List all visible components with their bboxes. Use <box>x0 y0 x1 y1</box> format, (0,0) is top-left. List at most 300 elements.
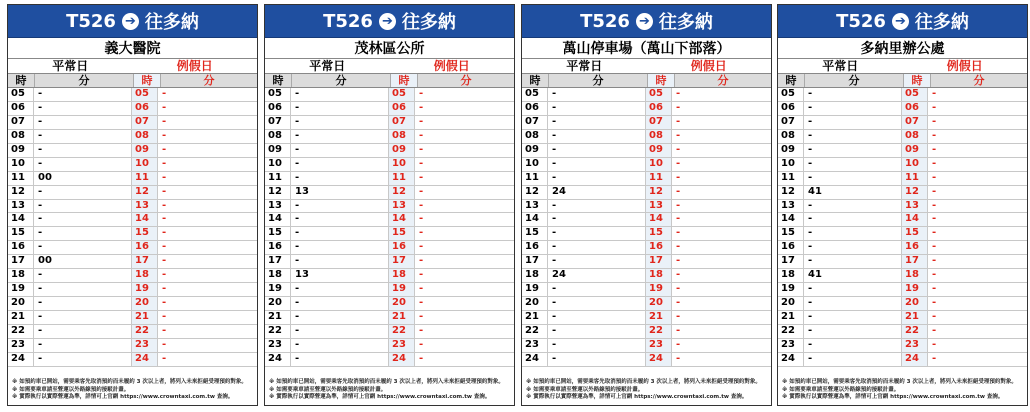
table-row <box>8 102 257 116</box>
arrow-right-circle-icon: ➔ <box>379 13 396 30</box>
holiday-hour-cell: 21 <box>902 311 928 324</box>
table-row <box>522 213 771 227</box>
hour-cell: 19 <box>265 283 291 296</box>
column-header-row <box>778 74 1027 88</box>
minute-cell: - <box>291 144 389 157</box>
holiday-hour-column-header: 時 <box>391 74 418 87</box>
hour-cell: 23 <box>522 339 548 352</box>
holiday-minute-cell: - <box>419 88 424 99</box>
timetable-rows <box>265 88 514 367</box>
route-number: T526 <box>580 10 630 32</box>
hour-cell: 14 <box>265 213 291 226</box>
minute-cell: - <box>34 241 132 254</box>
minute-cell: - <box>34 158 132 171</box>
table-row <box>265 172 514 186</box>
timetable-panel <box>7 4 258 406</box>
holiday-minute-cell: - <box>932 129 937 141</box>
hour-cell: 11 <box>522 172 548 185</box>
holiday-hour-cell: 11 <box>646 172 672 185</box>
holiday-minute-cell: - <box>162 88 167 99</box>
hour-cell: 11 <box>8 172 34 185</box>
holiday-minute-cell: - <box>419 185 424 197</box>
hour-cell: 06 <box>8 102 34 115</box>
holiday-minute-cell: - <box>419 255 424 267</box>
hour-cell: 18 <box>8 269 34 282</box>
holiday-minute-cell: - <box>676 157 681 169</box>
holiday-minute-cell: - <box>932 338 937 350</box>
holiday-hour-cell: 20 <box>902 297 928 310</box>
note-line: ※ 如預約車已開站，需要乘客先取消預約而未履約 3 次以上者，將列入未來拒絕受理預約對象。 <box>269 379 504 385</box>
hour-cell: 07 <box>522 116 548 129</box>
holiday-hour-cell: 17 <box>389 255 415 268</box>
table-row <box>8 158 257 172</box>
minute-cell: - <box>804 130 902 143</box>
holiday-hour-cell: 17 <box>132 255 158 268</box>
table-row <box>265 339 514 353</box>
holiday-minute-column-header: 分 <box>460 74 472 87</box>
hour-cell: 09 <box>778 144 804 157</box>
hour-column-header: 時 <box>522 74 549 87</box>
stop-name: 義大醫院 <box>8 38 257 59</box>
holiday-hour-cell: 18 <box>389 269 415 282</box>
hour-cell: 13 <box>265 200 291 213</box>
table-row <box>265 102 514 116</box>
holiday-hour-cell: 11 <box>389 172 415 185</box>
holiday-hour-cell: 06 <box>902 102 928 115</box>
table-row <box>265 283 514 297</box>
minute-cell: - <box>291 241 389 254</box>
hour-cell: 05 <box>8 88 34 101</box>
table-row <box>8 200 257 214</box>
route-direction: 往多納 <box>658 12 713 33</box>
minute-cell: - <box>804 200 902 213</box>
hour-cell: 05 <box>265 88 291 101</box>
minute-cell: - <box>291 102 389 115</box>
table-row <box>522 200 771 214</box>
table-row <box>265 213 514 227</box>
minute-cell: - <box>34 213 132 226</box>
note-line: ※ 如預約車已開站，需要乘客先取消預約而未履約 3 次以上者，將列入未來拒絕受理預約對象。 <box>12 379 247 385</box>
holiday-hour-cell: 11 <box>132 172 158 185</box>
hour-cell: 24 <box>522 353 548 366</box>
hour-cell: 24 <box>8 353 34 366</box>
minute-cell: - <box>548 130 646 143</box>
hour-cell: 23 <box>8 339 34 352</box>
note-line: ※ 如預約車已開站，需要乘客先取消預約而未履約 3 次以上者，將列入未來拒絕受理預約對象。 <box>526 379 761 385</box>
table-row <box>522 325 771 339</box>
holiday-hour-cell: 10 <box>132 158 158 171</box>
table-row <box>8 144 257 158</box>
hour-cell: 21 <box>8 311 34 324</box>
table-row <box>522 102 771 116</box>
column-header-row <box>522 74 771 88</box>
minute-cell: 00 <box>34 255 132 268</box>
minute-column-header: 分 <box>292 74 391 87</box>
holiday-minute-cell: - <box>932 269 937 281</box>
holiday-hour-cell: 09 <box>389 144 415 157</box>
weekday-label: 平常日 <box>566 59 603 73</box>
holiday-minute-cell: - <box>932 255 937 267</box>
table-row <box>778 353 1027 367</box>
hour-column-header: 時 <box>778 74 805 87</box>
hour-cell: 12 <box>8 186 34 199</box>
table-row <box>265 311 514 325</box>
hour-cell: 06 <box>265 102 291 115</box>
holiday-minute-cell: - <box>419 241 424 253</box>
table-row <box>8 241 257 255</box>
holiday-minute-cell: - <box>676 311 681 322</box>
holiday-hour-cell: 10 <box>389 158 415 171</box>
hour-cell: 23 <box>265 339 291 352</box>
minute-cell: - <box>291 200 389 213</box>
holiday-hour-cell: 14 <box>646 213 672 226</box>
hour-cell: 14 <box>8 213 34 226</box>
table-row <box>778 297 1027 311</box>
holiday-minute-cell: - <box>162 255 167 267</box>
holiday-minute-cell: - <box>162 213 167 225</box>
holiday-hour-cell: 14 <box>902 213 928 226</box>
holiday-minute-cell: - <box>419 283 424 295</box>
table-row <box>8 88 257 102</box>
holiday-minute-cell: - <box>676 241 681 253</box>
hour-cell: 13 <box>522 200 548 213</box>
holiday-minute-cell: - <box>162 199 167 211</box>
minute-cell: - <box>548 283 646 296</box>
holiday-minute-cell: - <box>676 101 681 113</box>
holiday-hour-cell: 09 <box>132 144 158 157</box>
minute-cell: - <box>291 325 389 338</box>
hour-cell: 10 <box>778 158 804 171</box>
minute-cell: - <box>291 283 389 296</box>
minute-cell: 41 <box>804 186 902 199</box>
holiday-hour-cell: 07 <box>389 116 415 129</box>
timetable-rows <box>522 88 771 367</box>
table-row <box>265 241 514 255</box>
holiday-minute-cell: - <box>162 241 167 253</box>
holiday-hour-cell: 17 <box>902 255 928 268</box>
holiday-minute-cell: - <box>676 115 681 127</box>
holiday-minute-cell: - <box>676 255 681 267</box>
table-row <box>778 158 1027 172</box>
hour-cell: 05 <box>778 88 804 101</box>
holiday-hour-cell: 23 <box>389 339 415 352</box>
holiday-minute-column-header: 分 <box>203 74 215 87</box>
hour-cell: 21 <box>778 311 804 324</box>
minute-cell: - <box>804 144 902 157</box>
table-row <box>778 213 1027 227</box>
holiday-label: 例假日 <box>433 59 470 73</box>
minute-cell: 13 <box>291 269 389 282</box>
holiday-hour-cell: 18 <box>132 269 158 282</box>
holiday-minute-cell: - <box>932 297 937 309</box>
table-row <box>778 283 1027 297</box>
holiday-minute-cell: - <box>676 338 681 350</box>
table-row <box>265 297 514 311</box>
hour-cell: 17 <box>8 255 34 268</box>
holiday-hour-cell: 05 <box>132 88 158 101</box>
table-row <box>522 311 771 325</box>
holiday-hour-cell: 08 <box>646 130 672 143</box>
holiday-hour-cell: 13 <box>389 200 415 213</box>
hour-cell: 22 <box>265 325 291 338</box>
holiday-hour-cell: 16 <box>132 241 158 254</box>
table-row <box>778 241 1027 255</box>
hour-cell: 09 <box>522 144 548 157</box>
table-row <box>8 213 257 227</box>
holiday-minute-cell: - <box>419 199 424 211</box>
minute-cell: - <box>548 339 646 352</box>
hour-cell: 19 <box>522 283 548 296</box>
holiday-minute-cell: - <box>162 324 167 336</box>
route-number: T526 <box>836 10 886 32</box>
table-row <box>522 255 771 269</box>
minute-cell: - <box>804 339 902 352</box>
holiday-label: 例假日 <box>946 59 983 73</box>
minute-cell: - <box>291 158 389 171</box>
table-row <box>8 172 257 186</box>
table-row <box>522 186 771 200</box>
minute-cell: - <box>34 186 132 199</box>
holiday-minute-cell: - <box>676 297 681 309</box>
minute-cell: - <box>548 172 646 185</box>
minute-cell: - <box>291 255 389 268</box>
holiday-hour-cell: 16 <box>646 241 672 254</box>
holiday-minute-cell: - <box>162 185 167 197</box>
hour-cell: 07 <box>265 116 291 129</box>
weekday-label: 平常日 <box>52 59 89 73</box>
holiday-hour-cell: 21 <box>389 311 415 324</box>
hour-cell: 08 <box>265 130 291 143</box>
holiday-minute-cell: - <box>419 324 424 336</box>
minute-cell: - <box>34 269 132 282</box>
notes <box>265 377 514 405</box>
holiday-minute-cell: - <box>676 269 681 281</box>
minute-cell: - <box>548 158 646 171</box>
hour-cell: 08 <box>778 130 804 143</box>
hour-cell: 19 <box>8 283 34 296</box>
holiday-hour-column-header: 時 <box>134 74 161 87</box>
holiday-label: 例假日 <box>690 59 727 73</box>
note-line: ※ 如預約車已開站，需要乘客先取消預約而未履約 3 次以上者，將列入未來拒絕受理預約對象。 <box>782 379 1017 385</box>
holiday-hour-cell: 23 <box>902 339 928 352</box>
minute-cell: - <box>804 255 902 268</box>
holiday-hour-cell: 24 <box>646 353 672 366</box>
minute-cell: - <box>34 297 132 310</box>
holiday-minute-cell: - <box>676 352 681 364</box>
holiday-minute-cell: - <box>162 352 167 364</box>
holiday-minute-cell: - <box>419 115 424 127</box>
holiday-hour-cell: 06 <box>132 102 158 115</box>
table-row <box>522 241 771 255</box>
table-row <box>522 88 771 102</box>
minute-cell: - <box>291 213 389 226</box>
hour-cell: 10 <box>522 158 548 171</box>
holiday-minute-cell: - <box>419 171 424 183</box>
hour-cell: 20 <box>265 297 291 310</box>
minute-cell: - <box>548 88 646 101</box>
holiday-minute-cell: - <box>676 88 681 99</box>
holiday-minute-cell: - <box>162 171 167 183</box>
minute-cell: - <box>548 144 646 157</box>
holiday-hour-cell: 19 <box>389 283 415 296</box>
holiday-minute-cell: - <box>676 227 681 239</box>
holiday-hour-cell: 24 <box>902 353 928 366</box>
minute-cell: - <box>291 88 389 101</box>
arrow-right-circle-icon: ➔ <box>122 13 139 30</box>
minute-cell: - <box>804 353 902 366</box>
minute-cell: - <box>291 297 389 310</box>
hour-cell: 19 <box>778 283 804 296</box>
minute-cell: - <box>804 311 902 324</box>
holiday-minute-cell: - <box>419 157 424 169</box>
arrow-right-circle-icon: ➔ <box>892 13 909 30</box>
table-row <box>8 311 257 325</box>
holiday-hour-cell: 21 <box>646 311 672 324</box>
holiday-hour-cell: 12 <box>902 186 928 199</box>
holiday-hour-cell: 12 <box>132 186 158 199</box>
holiday-hour-cell: 22 <box>646 325 672 338</box>
route-direction: 往多納 <box>914 12 969 33</box>
column-header-row <box>8 74 257 88</box>
holiday-hour-cell: 23 <box>132 339 158 352</box>
holiday-hour-cell: 06 <box>389 102 415 115</box>
holiday-hour-cell: 14 <box>132 213 158 226</box>
table-row <box>522 130 771 144</box>
holiday-hour-cell: 07 <box>902 116 928 129</box>
holiday-minute-cell: - <box>419 101 424 113</box>
day-type-row <box>265 59 514 74</box>
table-row <box>778 130 1027 144</box>
holiday-hour-cell: 07 <box>646 116 672 129</box>
note-line: ※ 如需要乘車請至營運以外路線預約接駁計畫。 <box>269 386 387 393</box>
hour-cell: 07 <box>8 116 34 129</box>
table-row <box>778 339 1027 353</box>
holiday-hour-cell: 16 <box>389 241 415 254</box>
holiday-hour-cell: 10 <box>646 158 672 171</box>
holiday-minute-cell: - <box>676 143 681 155</box>
hour-cell: 10 <box>8 158 34 171</box>
table-row <box>778 172 1027 186</box>
table-row <box>522 144 771 158</box>
hour-cell: 11 <box>778 172 804 185</box>
hour-cell: 24 <box>778 353 804 366</box>
weekday-label: 平常日 <box>822 59 859 73</box>
table-row <box>265 353 514 367</box>
minute-cell: - <box>804 158 902 171</box>
hour-column-header: 時 <box>8 74 35 87</box>
route-header <box>265 5 514 38</box>
holiday-minute-cell: - <box>932 88 937 99</box>
timetable-rows <box>8 88 257 367</box>
hour-cell: 16 <box>265 241 291 254</box>
table-row <box>8 186 257 200</box>
table-row <box>778 269 1027 283</box>
table-row <box>265 116 514 130</box>
holiday-hour-cell: 20 <box>132 297 158 310</box>
hour-cell: 20 <box>8 297 34 310</box>
hour-cell: 16 <box>8 241 34 254</box>
note-line: ※ 實際執行以實際營運為準，詳情可上官網 https://www.crowntaxi.com.tw 查詢。 <box>12 394 234 400</box>
holiday-minute-cell: - <box>676 185 681 197</box>
table-row <box>522 227 771 241</box>
minute-cell: 24 <box>548 186 646 199</box>
holiday-hour-cell: 19 <box>902 283 928 296</box>
timetable-panel <box>521 4 772 406</box>
hour-cell: 16 <box>522 241 548 254</box>
weekday-label: 平常日 <box>309 59 346 73</box>
holiday-minute-cell: - <box>419 338 424 350</box>
minute-cell: - <box>291 353 389 366</box>
holiday-minute-cell: - <box>932 199 937 211</box>
minute-cell: - <box>34 325 132 338</box>
table-row <box>522 283 771 297</box>
holiday-hour-cell: 22 <box>902 325 928 338</box>
holiday-minute-cell: - <box>932 352 937 364</box>
hour-cell: 09 <box>8 144 34 157</box>
holiday-hour-cell: 09 <box>902 144 928 157</box>
holiday-hour-cell: 05 <box>389 88 415 101</box>
hour-cell: 15 <box>8 227 34 240</box>
minute-cell: - <box>34 227 132 240</box>
holiday-hour-cell: 08 <box>389 130 415 143</box>
holiday-hour-cell: 08 <box>902 130 928 143</box>
minute-cell: 24 <box>548 269 646 282</box>
minute-cell: - <box>548 200 646 213</box>
hour-cell: 20 <box>778 297 804 310</box>
route-number: T526 <box>323 10 373 32</box>
minute-cell: - <box>34 88 132 101</box>
hour-cell: 21 <box>265 311 291 324</box>
holiday-hour-cell: 15 <box>902 227 928 240</box>
note-line: ※ 如需要乘車請至營運以外路線預約接駁計畫。 <box>12 386 130 393</box>
minute-cell: - <box>548 255 646 268</box>
table-row <box>265 200 514 214</box>
stop-name: 多納里辦公處 <box>778 38 1027 59</box>
holiday-minute-cell: - <box>162 338 167 350</box>
hour-cell: 12 <box>522 186 548 199</box>
holiday-minute-cell: - <box>419 129 424 141</box>
minute-cell: - <box>548 213 646 226</box>
minute-column-header: 分 <box>549 74 648 87</box>
hour-cell: 20 <box>522 297 548 310</box>
table-row <box>522 116 771 130</box>
holiday-hour-cell: 12 <box>646 186 672 199</box>
holiday-minute-cell: - <box>676 213 681 225</box>
table-row <box>265 144 514 158</box>
minute-cell: - <box>291 227 389 240</box>
holiday-minute-cell: - <box>676 129 681 141</box>
minute-cell: - <box>548 116 646 129</box>
table-row <box>778 325 1027 339</box>
holiday-minute-cell: - <box>676 171 681 183</box>
note-line: ※ 如需要乘車請至營運以外路線預約接駁計畫。 <box>526 386 644 393</box>
table-row <box>778 186 1027 200</box>
holiday-hour-cell: 17 <box>646 255 672 268</box>
minute-cell: - <box>291 311 389 324</box>
hour-cell: 22 <box>778 325 804 338</box>
holiday-minute-cell: - <box>676 324 681 336</box>
holiday-minute-column-header: 分 <box>973 74 985 87</box>
hour-cell: 06 <box>522 102 548 115</box>
holiday-hour-cell: 05 <box>902 88 928 101</box>
day-type-row <box>522 59 771 74</box>
minute-cell: - <box>548 227 646 240</box>
hour-cell: 15 <box>265 227 291 240</box>
holiday-hour-cell: 13 <box>132 200 158 213</box>
hour-cell: 13 <box>8 200 34 213</box>
hour-cell: 17 <box>522 255 548 268</box>
holiday-hour-cell: 15 <box>389 227 415 240</box>
